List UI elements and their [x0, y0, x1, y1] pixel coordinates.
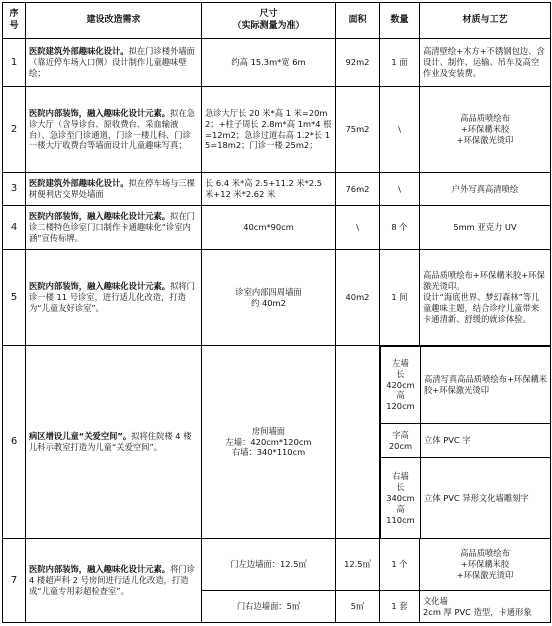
- row-number: 6: [3, 346, 26, 539]
- header-quantity: 数量: [380, 3, 420, 39]
- table-row: [3, 539, 551, 591]
- material-cell: 高品质喷绘布 +环保耩米胶 +环保激光烫印: [420, 539, 551, 591]
- requirement-lead: 医院建筑外部趣味化设计。: [29, 178, 129, 189]
- material-cell: 高清壁绘+木方+不锈钢包边、含设计、制作、运输、吊车及高空作业及安装费。: [420, 39, 551, 87]
- requirement-cell: [26, 39, 202, 87]
- row-number: 7: [3, 539, 26, 623]
- quantity-cell: 1 间: [380, 250, 420, 346]
- material-cell: 文化墙 2cm 厚 PVC 造型，卡通形象: [420, 591, 551, 623]
- table-row: [3, 173, 551, 206]
- size-cell: 房间墙面 左墙：420cm*120cm 右墙：340*110cm: [202, 346, 336, 539]
- sub-item-row: [381, 458, 551, 538]
- requirement-text: 将门诊 4 楼超声科 2 号房间进行适儿化改造，打造成“儿童专用彩超检查室”。: [29, 564, 195, 596]
- requirement-lead: 病区增设儿童“关爱空间”。: [29, 431, 132, 442]
- area-cell: [336, 346, 380, 539]
- area-cell: 12.5㎡: [336, 539, 380, 591]
- requirement-text: 拟在急诊大厅（含导诊台、原收费台、采血输液台）、急诊至门诊通道，门诊一楼儿科、门诊一楼大厅收费台等墙面设计儿童趣味写真；: [29, 107, 195, 151]
- table-row: [3, 206, 551, 250]
- area-cell: 76m2: [336, 173, 380, 206]
- area-cell: 92m2: [336, 39, 380, 87]
- quantity-cell: \: [380, 173, 420, 206]
- quantity-material-split: [380, 346, 551, 539]
- requirement-lead: 医院建筑外部趣味化设计。: [29, 46, 129, 57]
- sub-material: 高清写真高品质喷绘布+环保耩米胶+环保激光烫印: [421, 347, 551, 424]
- requirement-lead: 医院内部装饰，融入趣味化设计元素。: [29, 211, 171, 222]
- size-cell: 诊室内部四周墙面 约 40m2: [202, 250, 336, 346]
- quantity-cell: 8 个: [380, 206, 420, 250]
- requirement-cell: [26, 87, 202, 173]
- sub-item-row: [381, 347, 551, 424]
- row-number: 5: [3, 250, 26, 346]
- requirement-cell: [26, 346, 202, 539]
- header-size: 尺寸 （实际测量为准）: [202, 3, 336, 39]
- requirement-text: 拟在门诊楼外墙面（靠近停车场入口侧）设计制作儿童趣味壁绘；: [29, 46, 195, 78]
- requirement-lead: 医院内部装饰，融入趣味化设计元素。: [29, 564, 171, 575]
- sub-material: 立体 PVC 异形文化墙雕刻字: [421, 458, 551, 538]
- requirement-text: 拟在门诊二楼特色诊室门口制作卡通趣味化“诊室内涵”宣传标牌。: [29, 211, 195, 243]
- header-area: 面积: [336, 3, 380, 39]
- row-number: 2: [3, 87, 26, 173]
- material-cell: 户外写真高清喷绘: [420, 173, 551, 206]
- area-cell: 5㎡: [336, 591, 380, 623]
- area-cell: \: [336, 206, 380, 250]
- size-cell: 门左边墙面：12.5㎡: [202, 539, 336, 591]
- table-row: [3, 39, 551, 87]
- quantity-cell: 1 个: [380, 539, 420, 591]
- requirement-cell: [26, 206, 202, 250]
- requirement-text: 拟将门诊一楼 11 号诊室，进行适儿化改造，打造为“儿童友好诊室”。: [29, 281, 195, 313]
- quantity-cell: 1 面: [380, 39, 420, 87]
- table-row: [3, 346, 551, 539]
- header-row: [3, 3, 551, 39]
- requirement-text: 拟将住院楼 4 楼儿科示教室打造为儿童“关爱空间”。: [29, 431, 192, 452]
- header-material: 材质与工艺: [420, 3, 551, 39]
- material-cell: 高品质喷绘布+环保耩米胶+环保激光烫印。 设计“海底世界、梦幻森林”等儿童趣味主题，结合诊疗儿童带来卡通清新、舒缓的就诊体验。: [420, 250, 551, 346]
- requirement-cell: [26, 539, 202, 623]
- row-number: 3: [3, 173, 26, 206]
- requirement-text: 拟在停车场与三棵树便利店交界处墙面: [29, 178, 195, 199]
- document-page: [2, 2, 550, 622]
- material-cell: 5mm 亚克力 UV: [420, 206, 551, 250]
- header-requirement: 建设改造需求: [26, 3, 202, 39]
- requirement-cell: [26, 173, 202, 206]
- quantity-cell: \: [380, 87, 420, 173]
- row-number: 4: [3, 206, 26, 250]
- sub-material: 立体 PVC 字: [421, 424, 551, 458]
- sub-items-table: [380, 346, 551, 538]
- sub-quantity: 左墙 长 420cm 高 120cm: [381, 347, 421, 424]
- sub-item-row: [381, 424, 551, 458]
- requirement-lead: 医院内部装饰，融入趣味化设计元素。: [29, 281, 171, 292]
- sub-quantity: 字高 20cm: [381, 424, 421, 458]
- material-cell: 高品质喷绘布 +环保耩米胶 +环保激光烫印: [420, 87, 551, 173]
- size-cell: 门右边墙面：5㎡: [202, 591, 336, 623]
- header-no: 序 号: [3, 3, 26, 39]
- table-row: [3, 87, 551, 173]
- area-cell: 40m2: [336, 250, 380, 346]
- requirement-cell: [26, 250, 202, 346]
- area-cell: 75m2: [336, 87, 380, 173]
- sub-quantity: 右墙 长 340cm 高 110cm: [381, 458, 421, 538]
- quantity-cell: 1 套: [380, 591, 420, 623]
- size-cell: 约高 15.3m*宽 6m: [202, 39, 336, 87]
- size-cell: 40cm*90cm: [202, 206, 336, 250]
- size-cell: 急诊大厅长 20 米*高 1 米=20m2；+柱子周长 2.8m*高 1m*4 根=12m2；急诊过道右高 1.2*长 15=18m2；门诊一楼 25m2；: [202, 87, 336, 173]
- size-cell: 长 6.4 米*高 2.5+11.2 米*2.5 米+12 米*2.62 米: [202, 173, 336, 206]
- requirement-lead: 医院内部装饰，融入趣味化设计元素。: [29, 107, 171, 118]
- row-number: 1: [3, 39, 26, 87]
- renovation-table: [2, 2, 551, 623]
- table-row: [3, 250, 551, 346]
